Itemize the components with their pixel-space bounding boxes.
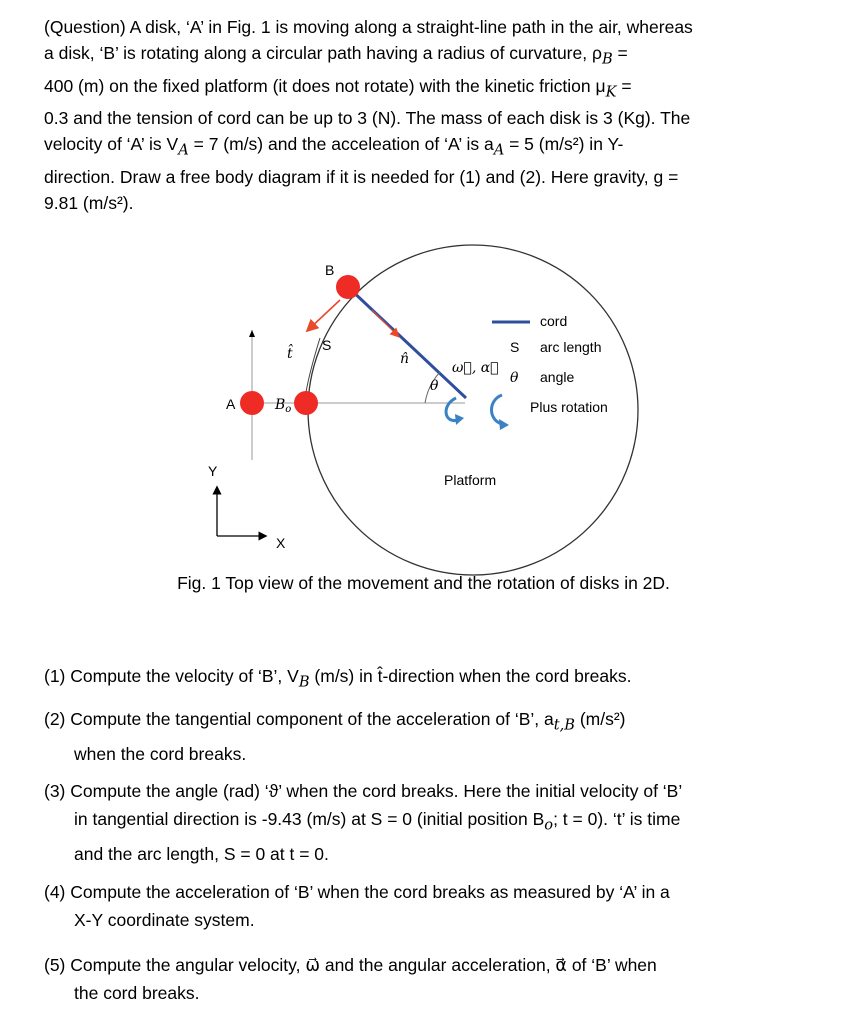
disk-A xyxy=(240,391,264,415)
disk-Bo xyxy=(294,391,318,415)
legend-plus-rotation: Plus rotation xyxy=(530,399,608,415)
legend-S-symbol: S xyxy=(510,339,520,355)
normal-arrow xyxy=(372,310,398,336)
legend-arc-length: arc length xyxy=(540,339,602,355)
legend-rotation-arrow xyxy=(492,395,503,424)
question-4: (4) Compute the acceleration of ‘B’ when the cord breaks as measured by ‘A’ in a X-Y coordinate system. xyxy=(44,882,670,930)
intro-line-7: 9.81 (m/s²). xyxy=(44,192,134,213)
question-1: (1) Compute the velocity of ‘B’, $V_B$ (m/s) in t̂-direction when the cord breaks. xyxy=(44,666,632,691)
question-2: (2) Compute the tangential component of the acceleration of ‘B’, $a_{t,B}$ (m/s²) when the cord breaks. xyxy=(44,709,626,764)
intro-line-3: 400 (m) on the fixed platform (it does not rotate) with the kinetic friction $\mu_K$ = xyxy=(44,75,632,100)
intro-line-6: direction. Draw a free body diagram if it is needed for (1) and (2). Here gravity, g = xyxy=(44,166,679,187)
label-omega-alpha: ω⃗, α⃗ xyxy=(452,360,499,376)
question-5: (5) Compute the angular velocity, ω⃗ and the angular acceleration, α⃗ of ‘B’ when the cord breaks. xyxy=(44,955,657,1003)
legend-rotation-arrowhead xyxy=(499,419,509,430)
label-A: A xyxy=(226,396,236,412)
label-Bo: $B_o$ xyxy=(275,397,292,415)
cord-line xyxy=(349,288,466,398)
label-t-hat: t̂ xyxy=(287,346,293,362)
label-Y: Y xyxy=(208,463,218,479)
intro-line-5: velocity of ‘A’ is $V_A = 7$ (m/s) and the acceleation of ‘A’ is $a_A = 5$ (m/s²) in Y- xyxy=(44,134,624,159)
legend-cord: cord xyxy=(540,313,568,329)
legend-angle: angle xyxy=(540,369,575,385)
legend-theta-symbol: θ xyxy=(510,370,519,386)
disk-B xyxy=(336,275,360,299)
label-B: B xyxy=(325,262,335,278)
label-theta: θ xyxy=(430,378,439,394)
label-S: S xyxy=(322,337,332,353)
intro-line-4: 0.3 and the tension of cord can be up to 3 (N). The mass of each disk is 3 (Kg). The xyxy=(44,108,691,128)
figure-caption: Fig. 1 Top view of the movement and the rotation of disks in 2D. xyxy=(177,573,670,593)
label-n-hat: n̂ xyxy=(400,351,410,367)
label-X: X xyxy=(276,535,286,551)
path-arrow-A xyxy=(249,330,255,337)
label-platform: Platform xyxy=(444,472,497,488)
intro-line-1: (Question) A disk, ‘A’ in Fig. 1 is moving along a straight-line path in the air, whereas xyxy=(44,17,693,37)
arc-length-mark xyxy=(306,338,320,392)
question-3: (3) Compute the angle (rad) ‘ϑ’ when the cord breaks. Here the initial velocity of ‘B’ in tangential direction is -9.43 (m/s) at S = 0 (initial position $B_o$; t = 0). ‘t’ is time and the arc length, S = 0 at t = 0. xyxy=(44,781,683,864)
rotation-arrowhead xyxy=(455,414,464,425)
intro-line-2: a disk, ‘B’ is rotating along a circular path having a radius of curvature, $\rho_B$ = xyxy=(44,43,628,68)
tangent-arrow xyxy=(308,300,340,330)
